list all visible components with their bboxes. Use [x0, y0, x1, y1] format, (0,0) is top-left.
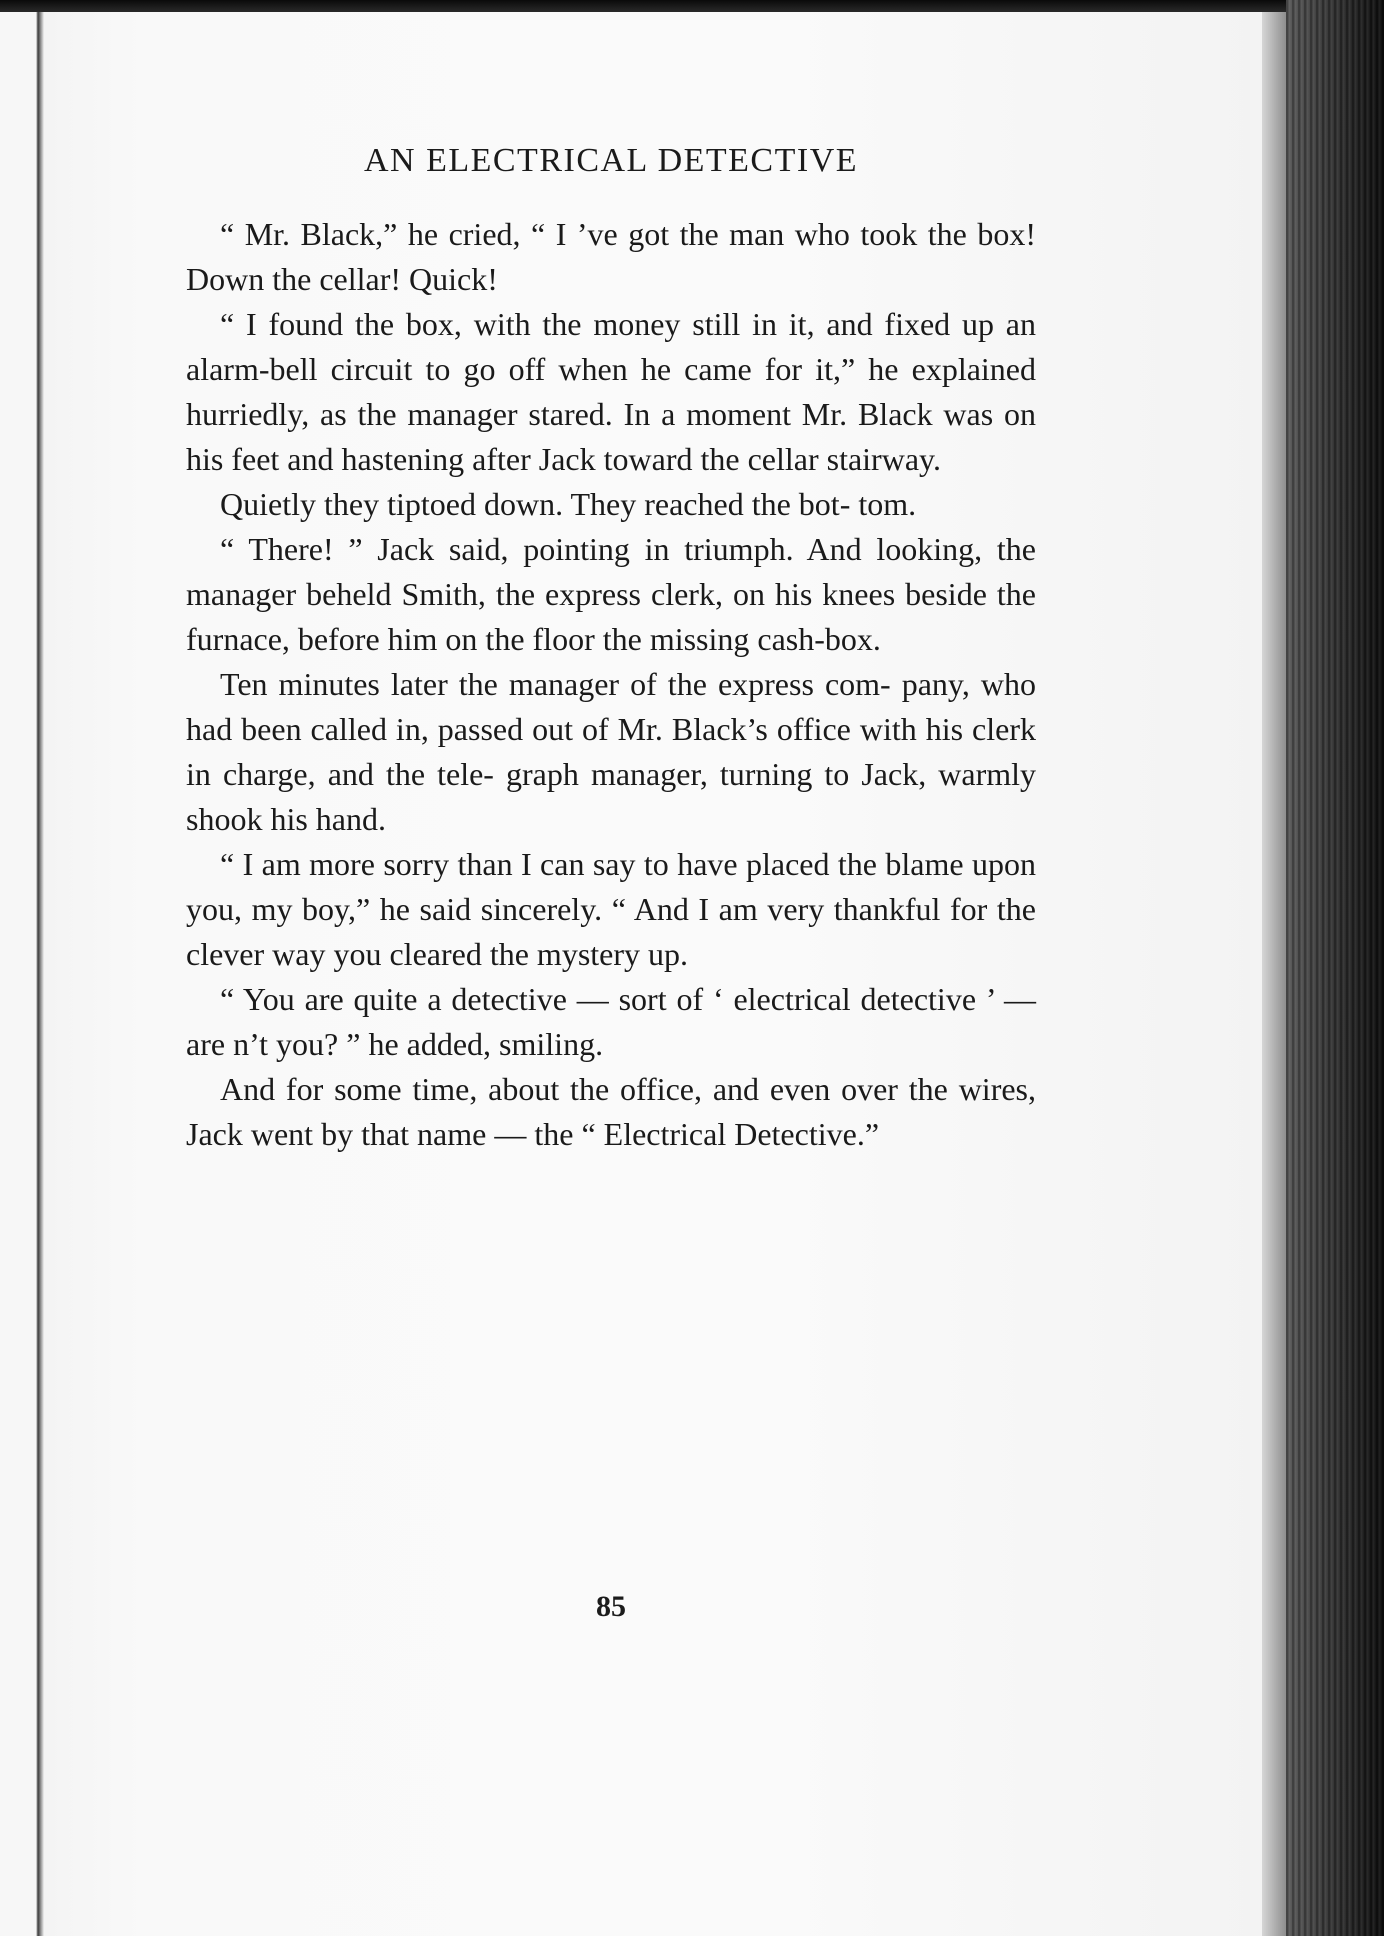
paragraph: Ten minutes later the manager of the express com- pany, who had been called in, passed out of Mr. Black’s office with his clerk in charge, and the tele- graph manager, turning to Jack, warmly shook his hand. — [186, 666, 1036, 837]
page-gutter-shadow — [1262, 12, 1286, 1936]
paragraph: “ I am more sorry than I can say to have placed the blame upon you, my boy,” he said sincerely. “ And I am very thankful for the clever way you cleared the mystery up. — [186, 846, 1036, 972]
paragraph: Quietly they tiptoed down. They reached the bot- tom. — [220, 486, 917, 522]
paragraph: “ Mr. Black,” he cried, “ I ’ve got the man who took the box! Down the cellar! Quick! — [186, 216, 1036, 297]
running-head: AN ELECTRICAL DETECTIVE — [363, 142, 859, 179]
page-number: 85 — [596, 1590, 626, 1623]
paragraph: “ You are quite a detective — sort of ‘ electrical detective ’ — are n’t you? ” he added, smiling. — [186, 981, 1036, 1062]
paragraph: And for some time, about the office, and even over the wires, Jack went by that name — the “ Electrical Detective.” — [186, 1071, 1036, 1152]
top-scan-border — [0, 0, 1384, 12]
left-page-edge — [0, 0, 44, 1936]
paragraph: “ I found the box, with the money still in it, and fixed up an alarm-bell circuit to go off when he came for it,” he explained hurriedly, as the manager stared. In a moment Mr. Black was on his feet and hastening after Jack toward the cellar stairway. — [186, 306, 1036, 477]
paragraph: “ There! ” Jack said, pointing in triumph. And looking, the manager beheld Smith, the express clerk, on his knees beside the furnace, before him on the floor the missing cash-box. — [186, 531, 1036, 657]
book-fore-edge — [1286, 0, 1384, 1936]
body-text — [186, 212, 1036, 1157]
